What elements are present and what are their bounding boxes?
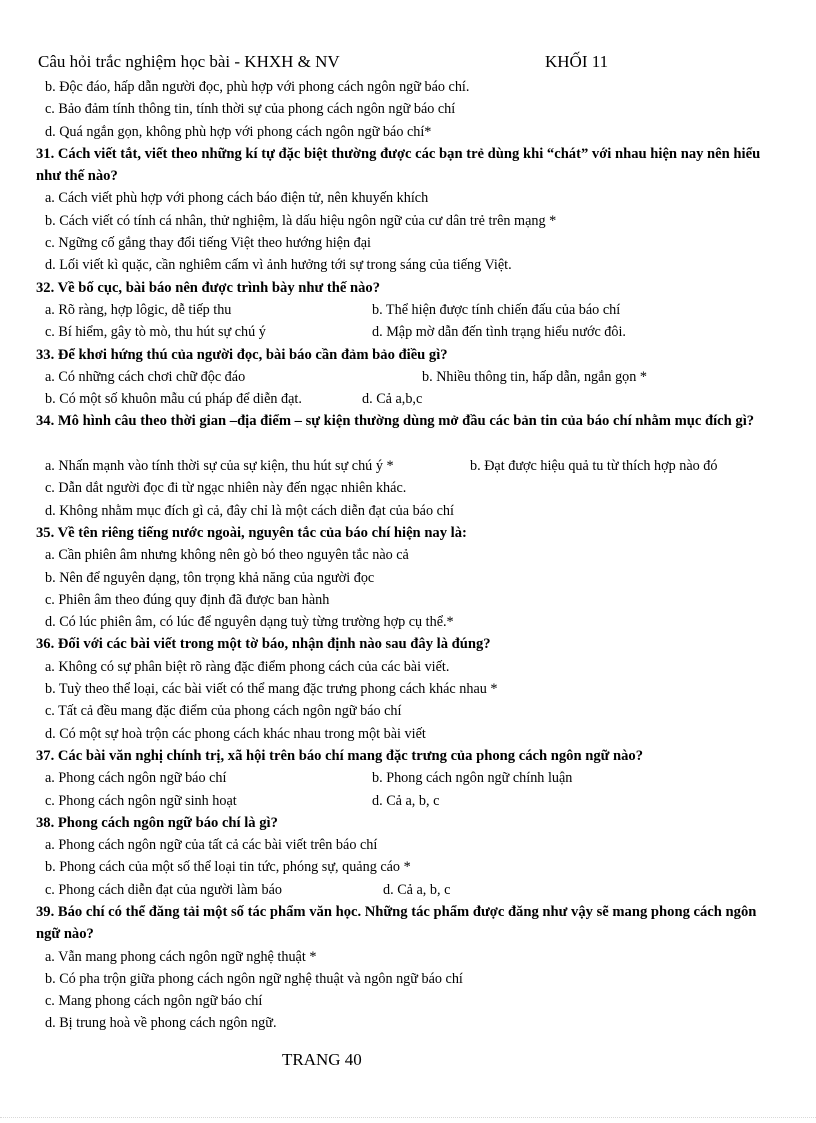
option-a: a. Vẫn mang phong cách ngôn ngữ nghệ thuật * — [45, 948, 317, 965]
option-b: b. Tuỳ theo thể loại, các bài viết có thể mang đặc trưng phong cách khác nhau * — [45, 681, 498, 698]
option-a: a. Cần phiên âm nhưng không nên gò bó theo nguyên tắc nào cả — [45, 547, 409, 564]
option-a: a. Không có sự phân biệt rõ ràng đặc điểm phong cách của các bài viết. — [45, 658, 450, 675]
option-row — [36, 455, 782, 477]
document-page — [36, 52, 782, 1035]
option-d: d. Bị trung hoà về phong cách ngôn ngữ. — [45, 1015, 277, 1032]
option-c: c. Ngững cố gắng thay đổi tiếng Việt theo hướng hiện đại — [45, 235, 371, 252]
option-c: c. Tất cả đều mang đặc điểm của phong cách ngôn ngữ báo chí — [45, 703, 402, 720]
question-36: 36. Đối với các bài viết trong một tờ báo, nhận định nào sau đây là đúng? — [36, 636, 491, 653]
option-a: a. Có những cách chơi chữ độc đáo — [45, 368, 246, 385]
option-line: b. Độc đáo, hấp dẫn người đọc, phù hợp với phong cách ngôn ngữ báo chí. — [45, 79, 470, 95]
option-row — [36, 299, 782, 321]
question-38: 38. Phong cách ngôn ngữ báo chí là gì? — [36, 814, 278, 831]
option-d: d. Lối viết kì quặc, cần nghiêm cấm vì ảnh hưởng tới sự trong sáng của tiếng Việt. — [45, 257, 512, 274]
option-b: b. Phong cách ngôn ngữ chính luận — [372, 770, 573, 787]
option-c: c. Mang phong cách ngôn ngữ báo chí — [45, 993, 263, 1010]
option-c: c. Phong cách diễn đạt của người làm báo — [45, 881, 282, 898]
option-b: b. Phong cách của một số thể loại tin tức, phóng sự, quảng cáo * — [45, 859, 411, 876]
option-c: c. Phong cách ngôn ngữ sinh hoạt — [45, 792, 237, 809]
option-c: c. Phiên âm theo đúng quy định đã được ban hành — [45, 591, 330, 608]
option-c: c. Bí hiểm, gây tò mò, thu hút sự chú ý — [45, 324, 266, 341]
option-d: d. Cả a,b,c — [362, 391, 423, 408]
option-row — [36, 790, 782, 812]
question-31: 31. Cách viết tắt, viết theo những kí tự đặc biệt thường được các bạn trẻ dùng khi “chát” với nhau hiện nay nên hiểu như thế nào? — [36, 145, 761, 185]
option-c: c. Dẫn dắt người đọc đi từ ngạc nhiên này đến ngạc nhiên khác. — [45, 480, 407, 497]
option-b: b. Cách viết có tính cá nhân, thử nghiệm, là dấu hiệu ngôn ngữ của cư dân trẻ trên mạng * — [45, 212, 557, 229]
option-b: b. Nhiều thông tin, hấp dẫn, ngắn gọn * — [422, 368, 647, 385]
option-a: a. Nhấn mạnh vào tính thời sự của sự kiện, thu hút sự chú ý * — [45, 458, 394, 475]
option-a: a. Phong cách ngôn ngữ của tất cả các bài viết trên báo chí — [45, 837, 378, 854]
option-row — [36, 767, 782, 789]
page-number: TRANG 40 — [282, 1050, 362, 1069]
page-bottom-divider — [0, 1117, 816, 1118]
option-row — [36, 879, 782, 901]
question-34: 34. Mô hình câu theo thời gian –địa điểm – sự kiện thường dùng mở đầu các bản tin của báo chí nhằm mục đích gì? — [36, 413, 755, 430]
option-a: a. Cách viết phù hợp với phong cách báo điện tử, nên khuyến khích — [45, 190, 429, 207]
question-39: 39. Báo chí có thể đăng tải một số tác phẩm văn học. Những tác phẩm được đăng như vậy sẽ mang phong cách ngôn ngữ nào? — [36, 903, 757, 943]
option-a: a. Phong cách ngôn ngữ báo chí — [45, 770, 227, 787]
option-b: b. Thể hiện được tính chiến đấu của báo chí — [372, 301, 621, 318]
option-d: d. Có lúc phiên âm, có lúc để nguyên dạng tuỳ từng trường hợp cụ thể.* — [45, 614, 454, 631]
option-b: b. Đạt được hiệu quả tu từ thích hợp nào đó — [470, 458, 718, 475]
option-row — [36, 321, 782, 343]
option-row — [36, 366, 782, 388]
option-row — [36, 388, 782, 410]
question-37: 37. Các bài văn nghị chính trị, xã hội trên báo chí mang đặc trưng của phong cách ngôn ngữ nào? — [36, 747, 644, 764]
option-d: d. Không nhằm mục đích gì cả, đây chỉ là một cách diễn đạt của báo chí — [45, 502, 454, 519]
option-line: d. Quá ngắn gọn, không phù hợp với phong cách ngôn ngữ báo chí* — [45, 123, 432, 140]
option-a: a. Rõ ràng, hợp lôgic, dễ tiếp thu — [45, 301, 232, 318]
question-35: 35. Về tên riêng tiếng nước ngoài, nguyên tắc của báo chí hiện nay là: — [36, 524, 467, 541]
option-d: d. Cả a, b, c — [372, 792, 440, 809]
question-32: 32. Về bố cục, bài báo nên được trình bày như thế nào? — [36, 279, 381, 296]
page-header — [36, 52, 782, 76]
grade-label: KHỐI 11 — [545, 52, 609, 71]
option-d: d. Có một sự hoà trộn các phong cách khác nhau trong một bài viết — [45, 725, 426, 742]
option-d: d. Cả a, b, c — [383, 881, 451, 898]
option-b: b. Nên để nguyên dạng, tôn trọng khả năng của người đọc — [45, 569, 375, 586]
option-b: b. Có pha trộn giữa phong cách ngôn ngữ nghệ thuật và ngôn ngữ báo chí — [45, 970, 463, 987]
option-d: d. Mập mờ dẫn đến tình trạng hiểu nước đôi. — [372, 324, 626, 341]
question-33: 33. Để khơi hứng thú của người đọc, bài báo cần đảm bảo điều gì? — [36, 346, 448, 363]
option-c: b. Có một số khuôn mẫu cú pháp để diễn đạt. — [45, 391, 302, 408]
document-title: Câu hỏi trắc nghiệm học bài - KHXH & NV — [38, 52, 340, 71]
option-line: c. Bảo đảm tính thông tin, tính thời sự của phong cách ngôn ngữ báo chí — [45, 101, 456, 118]
